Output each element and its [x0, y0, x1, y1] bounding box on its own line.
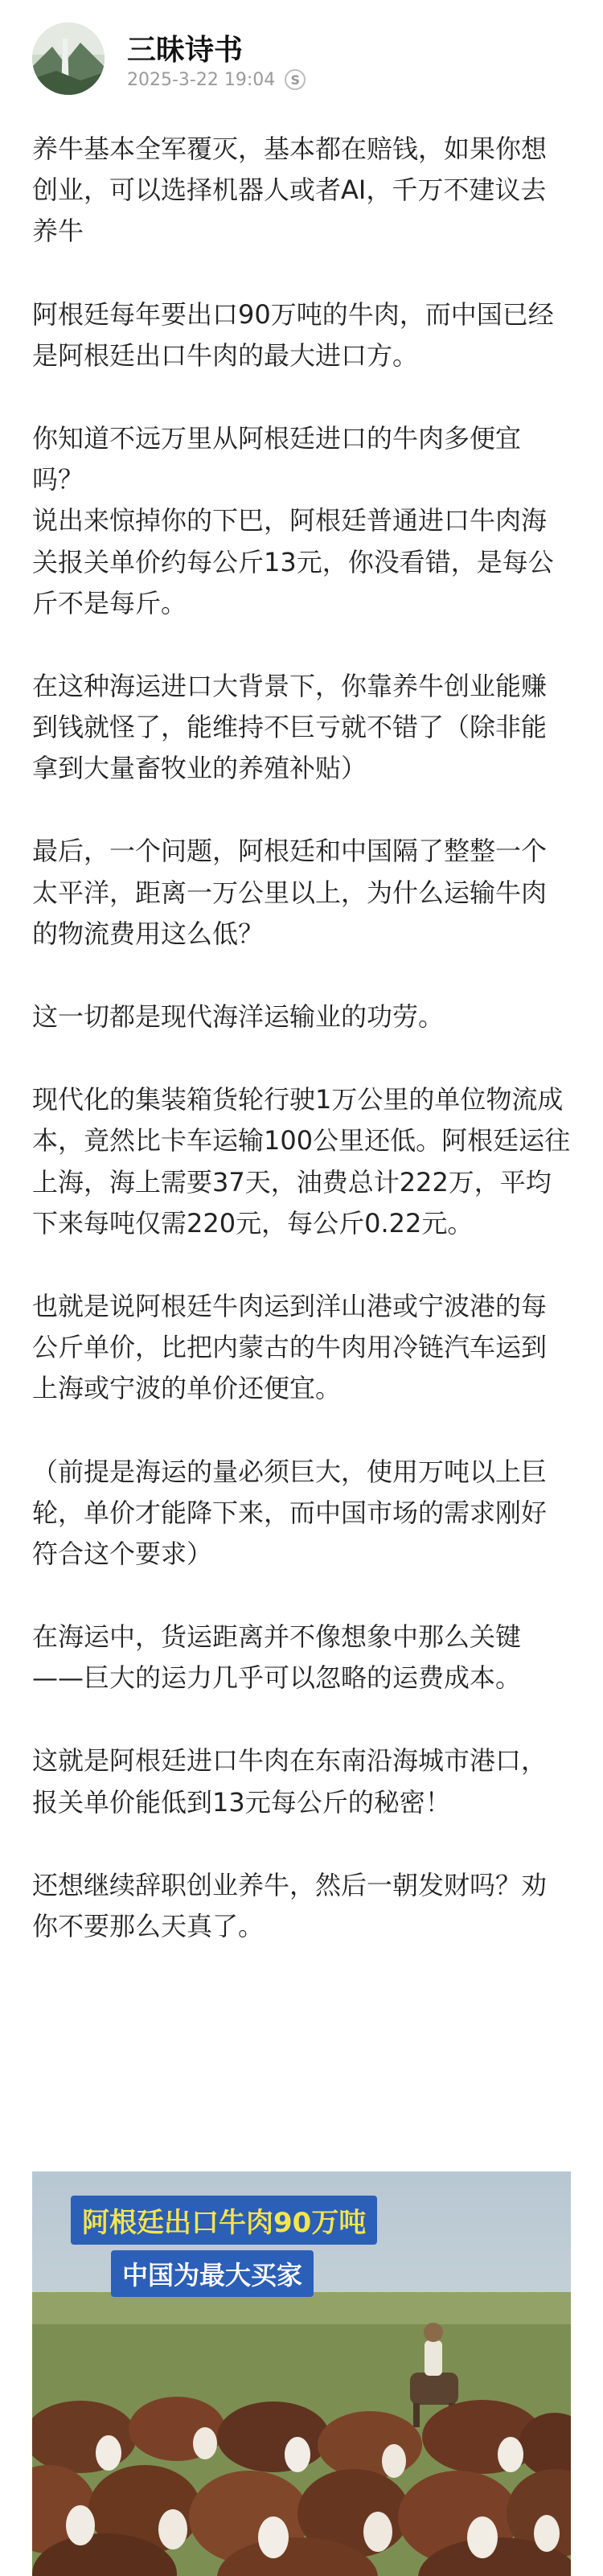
paragraph: 这就是阿根廷进口牛肉在东南沿海城市港口，报关单价能低到13元每公斤的秘密！ — [32, 1745, 548, 1818]
author-name[interactable]: 三昧诗书 — [127, 34, 244, 67]
post-body — [32, 129, 571, 1989]
paragraph: （前提是海运的量必须巨大，使用万吨以上巨轮，单价才能降下来，而中国市场的需求刚好符合这个要求） — [32, 1456, 548, 1569]
photo-caption-title: 阿根廷出口牛肉90万吨 — [71, 2196, 377, 2245]
cattle-photo[interactable] — [32, 2171, 571, 2576]
paragraph: 在这种海运进口大背景下，你靠养牛创业能赚到钱就怪了，能维持不巨亏就不错了（除非能拿到大量畜牧业的养殖补贴） — [32, 670, 548, 784]
paragraph: 也就是说阿根廷牛肉运到洋山港或宁波港的每公斤单价，比把内蒙古的牛肉用冷链汽车运到上海或宁波的单价还便宜。 — [32, 1290, 548, 1404]
paragraph: 最后，一个问题，阿根廷和中国隔了整整一个太平洋，距离一万公里以上，为什么运输牛肉的物流费用这么低？ — [32, 836, 548, 949]
paragraph: 养牛基本全军覆灭，基本都在赔钱，如果你想创业，可以选择机器人或者AI，千万不建议去养牛 — [32, 134, 548, 247]
paragraph: 还想继续辞职创业养牛，然后一朝发财吗？劝你不要那么天真了。 — [32, 1869, 548, 1941]
s-circle-icon: S — [285, 69, 306, 90]
paragraph: 这一切都是现代海洋运输业的功劳。 — [32, 1001, 445, 1032]
post-timestamp: 2025-3-22 19:04 — [127, 69, 276, 90]
paragraph: 在海运中，货运距离并不像想象中那么关键——巨大的运力几乎可以忽略的运费成本。 — [32, 1621, 522, 1694]
post-meta — [127, 69, 306, 90]
post-header — [32, 23, 571, 103]
paragraph: 你知道不远万里从阿根廷进口的牛肉多便宜吗？ 说出来惊掉你的下巴，阿根廷普通进口牛肉海关报关单价约每公斤13元，你没看错，是每公斤不是每斤。 — [32, 422, 554, 618]
avatar[interactable] — [32, 23, 105, 95]
paragraph: 现代化的集装箱货轮行驶1万公里的单位物流成本，竟然比卡车运输100公里还低。阿根廷运往上海，海上需要37天，油费总计222万，平均下来每吨仅需220元，每公斤0.22元。 — [32, 1084, 571, 1239]
photo-caption-subtitle: 中国为最大买家 — [111, 2250, 314, 2297]
paragraph: 阿根廷每年要出口90万吨的牛肉，而中国已经是阿根廷出口牛肉的最大进口方。 — [32, 298, 554, 371]
